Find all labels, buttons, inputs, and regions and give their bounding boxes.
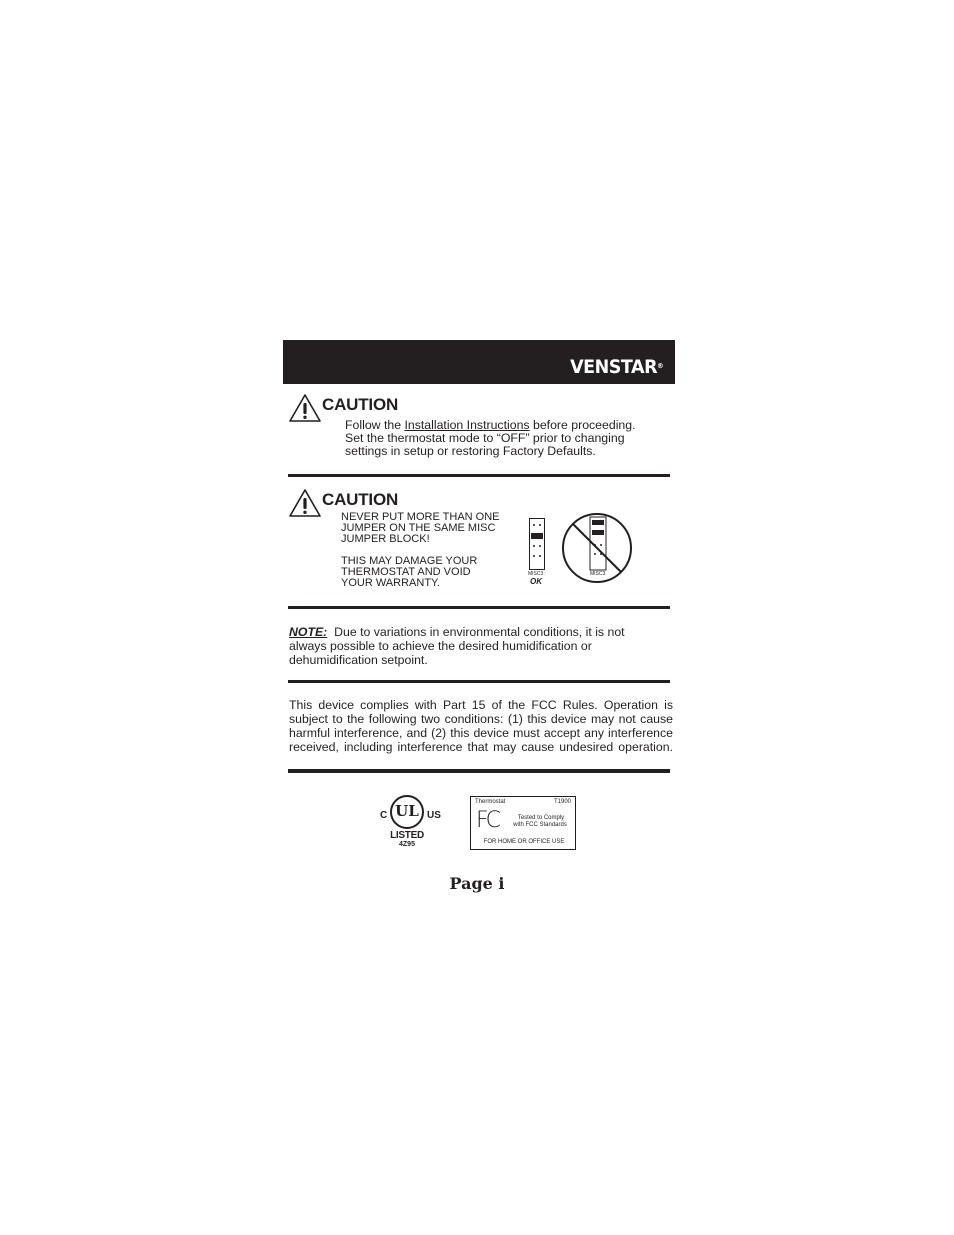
caution-instructions: Follow the Installation Instructions before proceeding. Set the thermostat mode to “OFF” prior to changing settings in setup or restoring Factory Defaults. bbox=[345, 418, 636, 458]
divider bbox=[288, 474, 670, 477]
venstar-logo: VENSTAR® bbox=[569, 356, 663, 378]
jumper-block-prohibited bbox=[561, 512, 633, 584]
fcc-label: Thermostat T1900 FC Tested to Comply with FCC Standards FOR HOME OR OFFICE USE bbox=[470, 796, 576, 850]
caution-title: CAUTION bbox=[322, 395, 399, 414]
ul-listed-mark: UL C US LISTED 4Z95 bbox=[378, 795, 442, 851]
header-bar bbox=[283, 340, 675, 384]
jumper-warning-text: NEVER PUT MORE THAN ONE JUMPER ON THE SAME MISC JUMPER BLOCK! THIS MAY DAMAGE YOUR THERMOSTAT AND VOID YOUR WARRANTY. bbox=[341, 511, 500, 589]
divider bbox=[288, 769, 670, 773]
caution-title: CAUTION bbox=[322, 490, 399, 509]
divider bbox=[288, 680, 670, 683]
installation-instructions-link[interactable]: Installation Instructions bbox=[404, 418, 530, 432]
ok-label: OK bbox=[530, 577, 542, 586]
page-number: Page i bbox=[449, 874, 505, 893]
ul-logo-icon: UL bbox=[390, 795, 424, 829]
jumper-label: MISC3 bbox=[590, 571, 606, 577]
note-label: NOTE: bbox=[289, 625, 328, 639]
fcc-compliance-text: This device complies with Part 15 of the FCC Rules. Operation is subject to the following two conditions: (1) this device may not cause harmful interference, and (2) this device must accept any interference received, including interference that may cause undesired operation. bbox=[289, 698, 673, 754]
warning-triangle-icon bbox=[288, 488, 322, 518]
jumper-block-ok bbox=[529, 518, 545, 570]
warning-triangle-icon bbox=[288, 393, 322, 423]
note-text: NOTE: Due to variations in environmental conditions, it is not always possible to achieve the desired humidification or dehumidification setpoint. bbox=[289, 625, 625, 667]
fcc-logo-icon: FC bbox=[476, 808, 499, 833]
jumper-label: MISC3 bbox=[528, 571, 544, 577]
divider bbox=[288, 606, 670, 609]
